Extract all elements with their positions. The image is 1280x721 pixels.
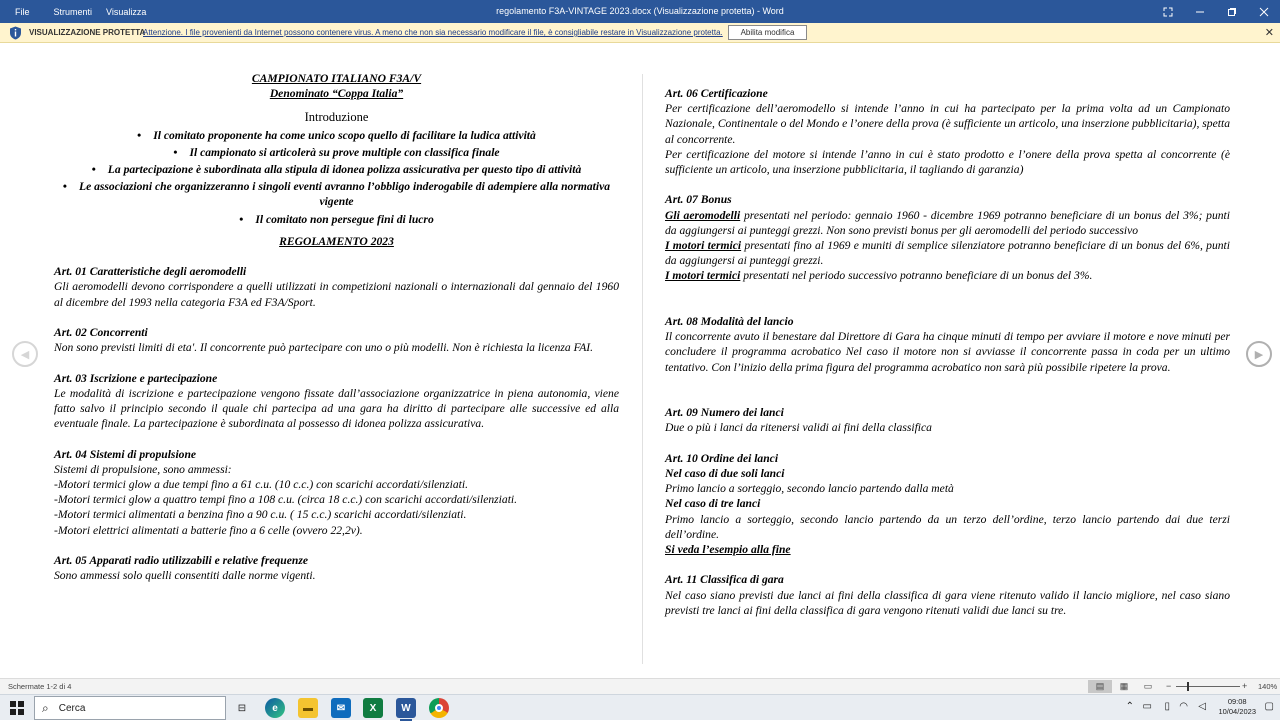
taskbar: [0, 694, 1280, 720]
list-item: • Il comitato non persegue fini di lucro: [54, 212, 619, 227]
windows-start-icon[interactable]: [10, 701, 24, 715]
article-text: Sistemi di propulsione, sono ammessi:: [54, 462, 232, 476]
article-text: Primo lancio a sorteggio, secondo lancio partendo da un terzo dell’ordine, terzo lancio partendo dai due terzi dell’ordine.: [665, 512, 1230, 541]
list-item: • La partecipazione è subordinata alla stipula di idonea polizza assicurativa per questo tipo di attività: [54, 162, 619, 177]
article-heading: Art. 04 Sistemi di propulsione: [54, 447, 197, 461]
article-text: Gli aeromodelli presentati nel periodo: gennaio 1960 - dicembre 1969 potranno beneficiare di un bonus del 3%; punti da aggiungersi ai punteggi grezzi. Non sono previsti bonus per gli aeromodelli del periodo successivo: [665, 208, 1230, 237]
article-heading: Art. 09 Numero dei lanci: [665, 406, 784, 420]
article-text: Due o più i lanci da ritenersi validi ai fini della classifica: [665, 421, 932, 435]
article-heading: Art. 07 Bonus: [665, 193, 732, 207]
document-area[interactable]: [0, 44, 1280, 678]
web-layout-icon[interactable]: ▭: [1143, 681, 1153, 691]
edge-icon[interactable]: e: [265, 698, 285, 718]
word-icon[interactable]: W: [396, 698, 416, 718]
intro-bullet-list: [54, 128, 619, 227]
notification-icon[interactable]: ▢: [1264, 701, 1274, 712]
menu-strumenti[interactable]: Strumenti: [53, 6, 93, 17]
wifi-icon[interactable]: ◠: [1179, 701, 1188, 712]
protected-view-title: VISUALIZZAZIONE PROTETTA: [29, 28, 146, 37]
article-text: Per certificazione del motore si intende l’anno in cui è stato prodotto e l’onere della prova spetta al concorrente (è sufficiente un articolo, una inserzione pubblicitaria, il tagliando di garanzia): [665, 147, 1230, 177]
search-icon: ⌕: [42, 700, 49, 715]
taskbar-search-input[interactable]: [34, 696, 226, 720]
zoom-slider[interactable]: [1176, 686, 1240, 687]
shield-icon: [9, 26, 22, 40]
example-link: Si veda l’esempio alla fine: [665, 543, 791, 556]
article-subheading: Nel caso di tre lanci: [665, 497, 761, 511]
close-button[interactable]: [1248, 0, 1280, 23]
article-text: I motori termici presentati nel periodo successivo potranno beneficiare di un bonus del 3%.: [665, 269, 1093, 283]
article-text: Per certificazione dell’aeromodello si intende l’anno in cui ha partecipato per la prima volta ad un Campionato Nazionale, Continentale o del Mondo e l’onere della prova (è sufficiente un articolo, una inserzione pubblicitaria), spetta al concorrente.: [665, 102, 1230, 146]
article-heading: Art. 01 Caratteristiche degli aeromodelli: [54, 265, 247, 279]
intro-heading: Introduzione: [304, 110, 369, 125]
list-item: • Il campionato si articolerà su prove multiple con classifica finale: [54, 145, 619, 160]
zoom-out-button[interactable]: −: [1166, 681, 1172, 691]
article-heading: Art. 10 Ordine dei lanci: [665, 451, 779, 465]
previous-page-icon[interactable]: ◀: [12, 341, 38, 367]
article-text: -Motori termici glow a due tempi fino a 61 c.u. (10 c.c.) con scarichi accordati/silenziati.: [54, 478, 468, 492]
list-item: • Il comitato proponente ha come unico scopo quello di facilitare la ludica attività: [54, 128, 619, 143]
print-layout-icon[interactable]: ▦: [1119, 681, 1129, 691]
window-title: regolamento F3A-VINTAGE 2023.docx (Visualizzazione protetta) - Word: [496, 6, 784, 16]
article-text: Gli aeromodelli devono corrispondere a quelli utilizzati in competizioni nazionali o internazionali dal gennaio del 1960 al dicembre del 1993 nella categoria F3A ed F3A/Sport.: [54, 280, 619, 309]
article-text: Primo lancio a sorteggio, secondo lancio partendo dalla metà: [665, 482, 954, 496]
chrome-icon[interactable]: [429, 698, 449, 718]
menu-bar: [0, 0, 153, 23]
menu-file[interactable]: File: [15, 6, 30, 17]
article-heading: Art. 03 Iscrizione e partecipazione: [54, 371, 218, 385]
article-text: Il concorrente avuto il benestare dal Direttore di Gara ha cinque minuti di tempo per avviare il motore e nove minuti per concludere il programma acrobatico Nel caso il motore non si avviasse il concorrente passa in coda per un ultimo tentativo. Con l’inizio della prima figura del programma acrobatico non sarà più possibile ripetere la prova.: [665, 330, 1230, 374]
article-text: -Motori elettrici alimentati a batterie fino a 6 celle (ovvero 22,2v).: [54, 523, 363, 537]
search-placeholder: Cerca: [58, 702, 86, 714]
article-text: I motori termici presentati fino al 1969 e muniti di semplice silenziatore potranno beneficiare di un bonus del 6%, punti da aggiungersi ai punteggi grezzi.: [665, 239, 1230, 268]
close-icon[interactable]: ✕: [1264, 27, 1274, 39]
task-view-icon[interactable]: ⊟: [237, 702, 247, 714]
regulation-title: REGOLAMENTO 2023: [279, 234, 394, 248]
zoom-in-button[interactable]: +: [1242, 681, 1248, 691]
mail-icon[interactable]: ✉: [331, 698, 351, 718]
list-item: • Le associazioni che organizzeranno i singoli eventi avranno l’obbligo inderogabile di adempiere alla normativa vigente: [54, 179, 619, 209]
left-page: [54, 71, 619, 583]
article-text: Le modalità di iscrizione e partecipazione vengono fissate dall’associazione organizzatrice in piena autonomia, viene fatto salvo il principio secondo il quale chi partecipa ad una gara ha diritto di partecipare alle successive ed alla eventuale finale. La partecipazione è subordinata al possesso di idonea polizza assicurativa.: [54, 386, 619, 431]
article-heading: Art. 02 Concorrenti: [54, 326, 148, 340]
right-page: [665, 86, 1230, 618]
article-heading: Art. 06 Certificazione: [665, 87, 768, 100]
read-mode-icon[interactable]: ▤: [1088, 680, 1112, 693]
clock-time: 09:08: [1227, 697, 1247, 706]
zoom-slider-thumb[interactable]: [1187, 682, 1189, 691]
article-text: Sono ammessi solo quelli consentiti dalle norme vigenti.: [54, 569, 316, 583]
file-explorer-icon[interactable]: ▬: [298, 698, 318, 718]
article-heading: Art. 08 Modalità del lancio: [665, 315, 794, 328]
article-heading: Art. 11 Classifica di gara: [665, 573, 784, 587]
protected-view-message-link[interactable]: Attenzione. I file provenienti da Internet possono contenere virus. A meno che non sia necessario modificare il file, è consigliabile restare in Visualizzazione protetta.: [143, 28, 723, 37]
protected-view-bar: [0, 23, 1280, 43]
clock-date: 10/04/2023: [1218, 707, 1256, 716]
enable-editing-button[interactable]: Abilita modifica: [728, 25, 807, 40]
window-controls: [1152, 0, 1280, 23]
page-divider: [642, 74, 643, 664]
chevron-up-icon[interactable]: ⌃: [1125, 701, 1134, 712]
network-icon[interactable]: ▭: [1142, 701, 1152, 712]
minimize-button[interactable]: [1184, 0, 1216, 23]
title-bar: [0, 0, 1280, 23]
article-text: -Motori termici alimentati a benzina fino a 90 c.u. ( 15 c.c.) scarichi accordati/silenziati.: [54, 508, 467, 522]
article-text: -Motori termici glow a quattro tempi fino a 108 c.u. (circa 18 c.c.) con scarichi accordati/silenziati.: [54, 493, 518, 507]
view-buttons: [1088, 680, 1160, 693]
excel-icon[interactable]: X: [363, 698, 383, 718]
maximize-button[interactable]: [1216, 0, 1248, 23]
next-page-icon[interactable]: ▶: [1246, 341, 1272, 367]
zoom-level[interactable]: 140%: [1258, 682, 1278, 691]
fullscreen-icon[interactable]: [1152, 0, 1184, 23]
menu-visualizza[interactable]: Visualizza: [106, 6, 147, 17]
volume-icon[interactable]: ◁: [1198, 701, 1206, 712]
article-heading: Art. 05 Apparati radio utilizzabili e relative frequenze: [54, 554, 308, 568]
doc-title: CAMPIONATO ITALIANO F3A/V: [251, 72, 422, 85]
article-text: Non sono previsti limiti di eta'. Il concorrente può partecipare con uno o più modelli. Non è richiesta la licenza FAI.: [54, 341, 594, 355]
article-subheading: Nel caso di due soli lanci: [665, 466, 785, 480]
page-counter: Schermate 1-2 di 4: [8, 682, 72, 691]
article-text: Nel caso siano previsti due lanci ai fini della classifica di gara viene ritenuto valido il lancio migliore, nel caso siano previsti tre lanci ai fini della classifica di gara vengono ritenuti validi due lanci su tre.: [665, 588, 1230, 617]
status-bar: [0, 678, 1280, 694]
doc-subtitle: Denominato “Coppa Italia”: [269, 87, 404, 101]
battery-icon[interactable]: ▯: [1164, 701, 1170, 712]
system-clock[interactable]: [1218, 697, 1256, 717]
